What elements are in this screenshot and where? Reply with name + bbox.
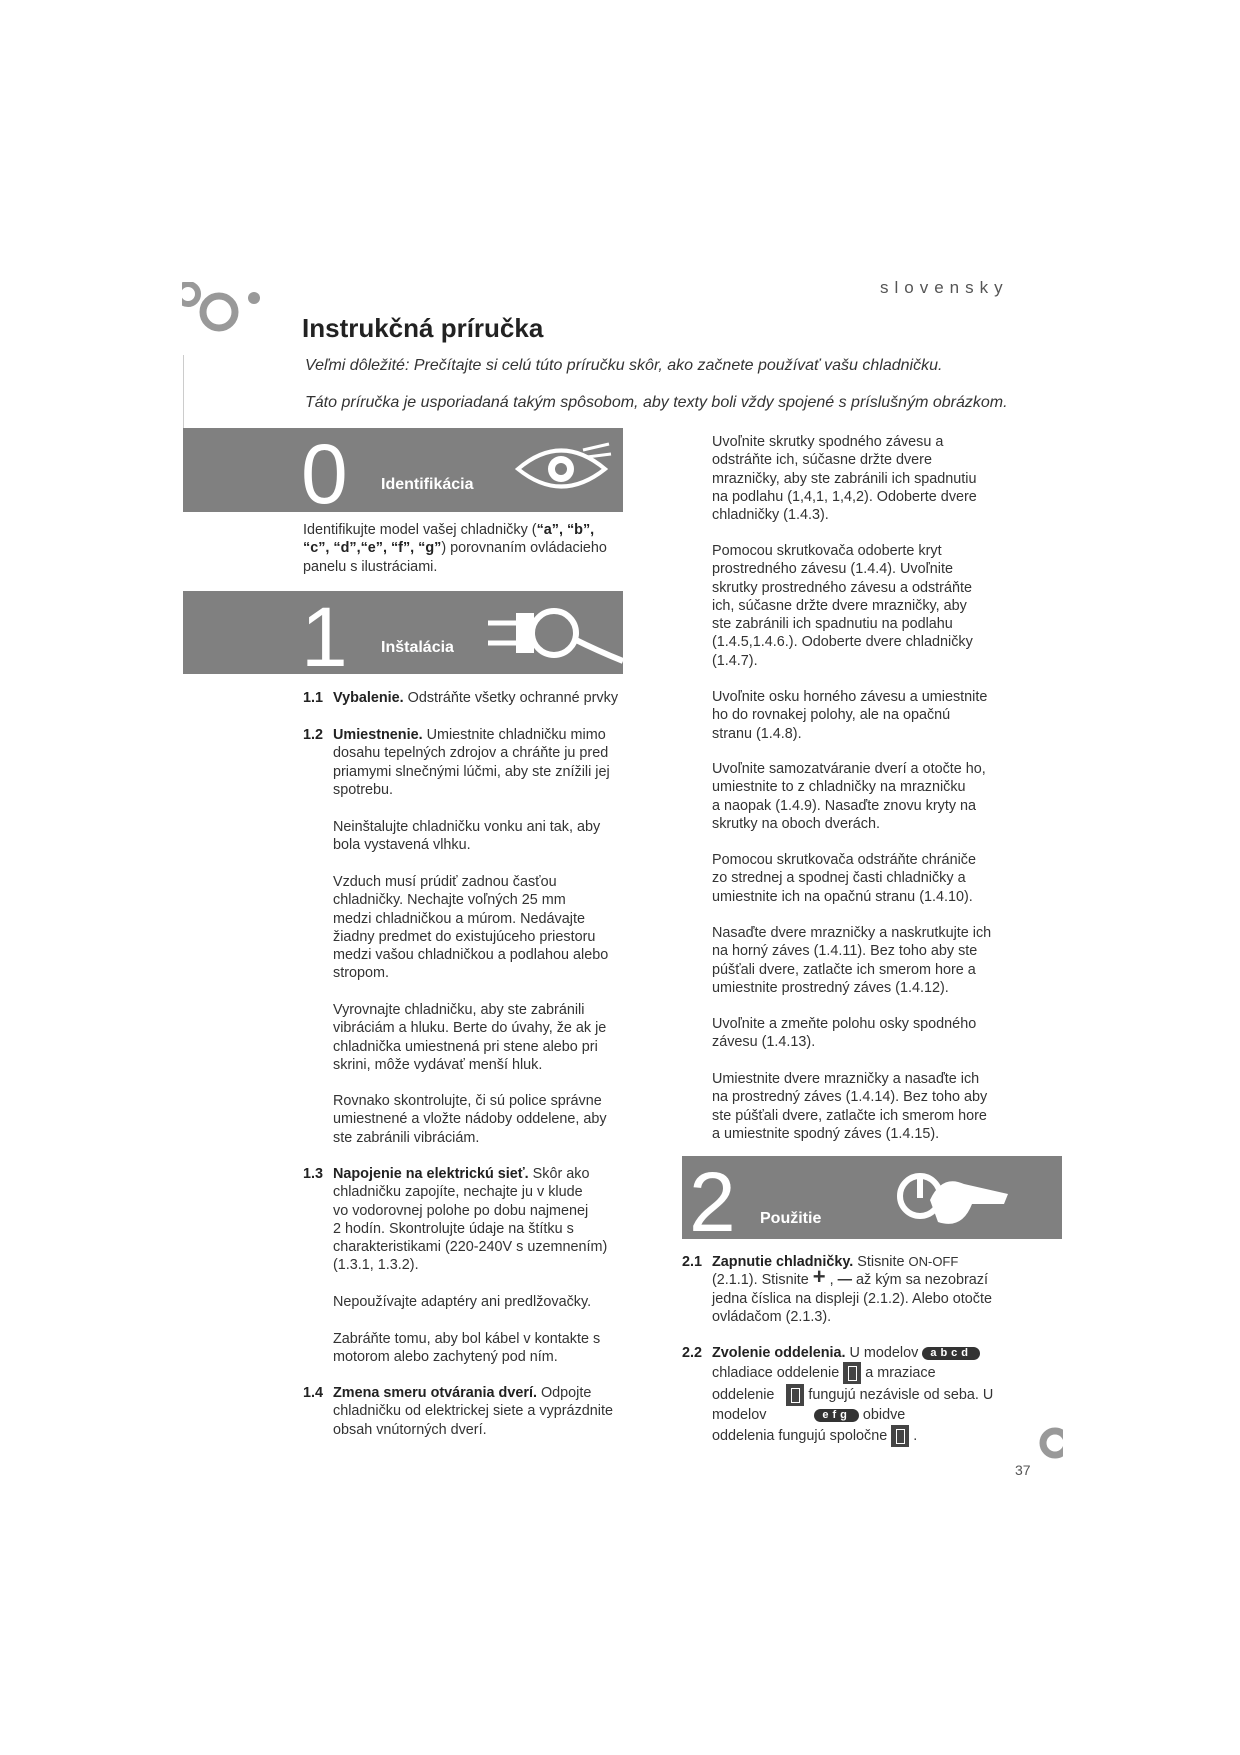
freezer-compartment-icon: [786, 1384, 804, 1406]
section-0-number: 0: [301, 428, 348, 512]
page-title: Instrukčná príručka: [302, 313, 544, 343]
page-corner-circle-icon: [1033, 1426, 1063, 1460]
plus-icon: +: [812, 1264, 826, 1290]
paragraph-shelves: Rovnako skontrolujte, či sú police správne umiestnené a vložte nádoby oddelene, aby ste zabránili vibráciám.: [333, 1093, 607, 1146]
paragraph-bottom-hinge: Uvoľnite skrutky spodného závesu a odstráňte ich, súčasne držte dvere mrazničky, aby ste zabránili ich spadnutiu na podlahu (1,4,1, 1,4,2). Odoberte dvere chladničky (1.4.3).: [712, 434, 977, 524]
paragraph-mount-freezer: Umiestnite dvere mrazničky a nasaďte ich na prostredný záves (1.4.14). Bez toho aby ste púšťali dvere, zatlačte ich smerom hore a umiestnite spodný záves (1.4.15).: [712, 1071, 988, 1142]
paragraph-self-closing: Uvoľnite samozatváranie dverí a otočte ho, umiestnite to z chladničky na mrazničku a naopak (1.4.9). Nasaďte znovu kryty na skrutky na oboch dverách.: [712, 761, 986, 832]
section-0-header: [183, 428, 623, 512]
model-badge-abcd: abcd: [922, 1347, 980, 1360]
minus-icon: —: [837, 1272, 853, 1289]
power-knob-hand-icon: [892, 1164, 1012, 1234]
section-2-number: 2: [689, 1156, 736, 1239]
section-1-header: [183, 591, 623, 674]
section-1-label: Inštalácia: [381, 639, 454, 656]
paragraph-cable: Zabráňte tomu, aby bol kábel v kontakte s motorom alebo zachytený pod ním.: [333, 1331, 601, 1366]
intro-important: Veľmi dôležité: Prečítajte si celú túto príručku skôr, ako začnete používať vašu chladničku.: [305, 357, 943, 374]
paragraph-airflow: Vzduch musí prúdiť zadnou časťou chladničky. Nechajte voľných 25 mm medzi chladničkou a múrom. Nedávajte žiadny predmet do existujúceho priestoru medzi vašou chladničkou a podlahou alebo stropom.: [333, 874, 609, 982]
language-label: slovensky: [880, 278, 1009, 297]
section-2-label: Použitie: [760, 1210, 822, 1227]
eye-icon: [513, 438, 613, 500]
paragraph-freezer-door: Nasaďte dvere mrazničky a naskrutkujte ich na horný záves (1.4.11). Bez toho aby ste púšťali dvere, zatlačte ich smerom hore a umiestnite prostredný záves (1.4.12).: [712, 925, 992, 996]
paragraph-top-hinge: Uvoľnite osku horného závesu a umiestnite ho do rovnakej polohy, ale na opačnú stranu (1.4.8).: [712, 689, 988, 742]
brand-circles-logo: [182, 282, 282, 362]
section-0-label: Identifikácia: [381, 476, 474, 493]
section-2-header: [682, 1156, 1062, 1239]
fridge-compartment-icon: [843, 1362, 861, 1384]
identification-text: Identifikujte model vašej chladničky (“a”, “b”, “c”, “d”,“e”, “f”, “g”) porovnaním ovládacieho panelu s ilustráciami.: [303, 522, 607, 575]
paragraph-adapters: Nepoužívajte adaptéry ani predlžovačky.: [333, 1294, 592, 1310]
paragraph-leveling: Vyrovnajte chladničku, aby ste zabránili vibráciám a hluku. Berte do úvahy, že ak je chladnička umiestnená pri stene alebo pri skrini, môže vydávať menší hluk.: [333, 1002, 607, 1073]
page-number: 37: [1015, 1462, 1031, 1478]
paragraph-outdoor: Neinštalujte chladničku vonku ani tak, aby bola vystavená vlhku.: [333, 819, 601, 854]
paragraph-protectors: Pomocou skrutkovača odstráňte chrániče zo strednej a spodnej časti chladničky a umiestnite ich na opačnú stranu (1.4.10).: [712, 852, 976, 905]
paragraph-bottom-pin: Uvoľnite a zmeňte polohu osky spodného závesu (1.4.13).: [712, 1016, 977, 1051]
model-badge-efg: efg: [814, 1409, 859, 1422]
power-plug-icon: [488, 601, 623, 667]
paragraph-middle-hinge: Pomocou skrutkovača odoberte kryt prostredného závesu (1.4.4). Uvoľnite skrutky prostredného závesu a odstráňte ich, súčasne držte dvere mrazničky, aby ste zabránili ich spadnutiu na podlahu (1.4.5,1.4.6.). Odoberte dvere chladničky (1.4.7).: [712, 543, 973, 669]
intro-structure: Táto príručka je usporiadaná takým spôsobom, aby texty boli vždy spojené s príslušným obrázkom.: [305, 394, 1008, 411]
combined-compartment-icon: [891, 1425, 909, 1447]
section-1-number: 1: [301, 591, 348, 674]
on-off-label: ON-OFF: [908, 1254, 959, 1269]
